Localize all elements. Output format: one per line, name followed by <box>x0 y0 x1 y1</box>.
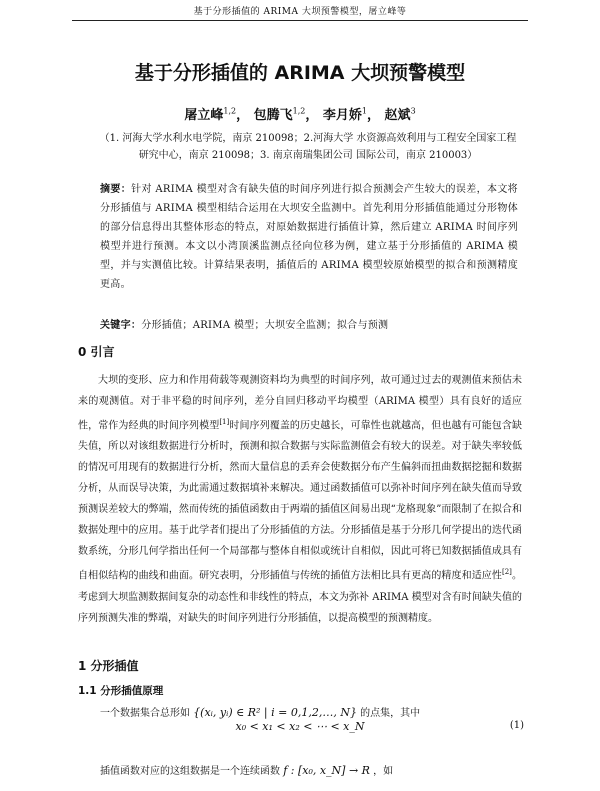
intro-body <box>78 370 522 629</box>
keywords-label: 关键字： <box>100 320 142 331</box>
point-set-math: {(xᵢ, yᵢ) ∈ R² | i = 0,1,2,…, N} <box>193 706 357 719</box>
author-name: 屠立峰 <box>184 108 224 123</box>
paragraph-text: 大坝的变形、应力和作用荷载等观测资料均为典型的时间序列，故可通过过去的观测值来预估未来的观测值。对于非平稳的时间序列，差分自回归移动平均模型（ARIMA 模型）具有良好的适应性，常作为经典的时间序列模型 <box>78 375 522 432</box>
equation-1: x₀ < x₁ < x₂ < ⋯ < x_N <box>235 720 365 733</box>
function-math: f : [x₀, x_N] → R <box>283 764 370 777</box>
author-name: 赵斌 <box>384 108 411 123</box>
formula-intro-after: 的点集，其中 <box>360 708 421 719</box>
keywords <box>100 316 518 331</box>
author-sup: 1,2 <box>292 106 306 116</box>
abstract-text: 针对 ARIMA 模型对含有缺失值的时间序列进行拟合预测会产生较大的误差，本文将分形插值与 ARIMA 模型相结合运用在大坝安全监测中。首先利用分形插值能通过分形物体的部分信息得出其整体形态的特点，对原始数据进行插值计算，然后建立 ARIMA 时间序列模型并进行预测。本文以小湾顶溪监测点径向位移为例，建立基于分形插值的 ARIMA 模型，并与实测值比较。计算结果表明，插值后的 ARIMA 模型较原始模型的拟合和预测精度更高。 <box>100 184 518 290</box>
author-name: 李月娇 <box>322 108 362 123</box>
paper-title: 基于分形插值的 ARIMA 大坝预警模型 <box>134 62 466 84</box>
author-sup: 1 <box>361 106 368 116</box>
header-rule <box>72 20 528 21</box>
final-line-text: 插值函数对应的这组数据是一个连续函数 <box>100 766 280 777</box>
equation-number: (1) <box>509 720 524 731</box>
running-header: 基于分形插值的 ARIMA 大坝预警模型，屠立峰等 <box>193 7 407 17</box>
final-line-after: ，如 <box>373 766 394 777</box>
author-sup: 1,2 <box>223 106 237 116</box>
subsection-heading: 1.1 分形插值原理 <box>78 685 164 697</box>
affiliations: （1. 河海大学水利水电学院，南京 210098；2.河海大学 水资源高效利用与工程安全国家工程研究中心，南京 210098；3. 南京南瑞集团公司 国际公司，南京 210003） <box>99 133 517 161</box>
citation: [1] <box>219 418 230 426</box>
abstract-label: 摘要： <box>100 184 132 195</box>
section-heading-fractal: 1 分形插值 <box>78 659 139 673</box>
final-line <box>100 762 393 777</box>
paragraph-text: 。考虑到大坝监测数据间复杂的动态性和非线性的特点，本文为弥补 ARIMA 模型对含有时间缺失值的序列预测失准的弊端，对缺失的时间序列进行分形插值，以提高模型的预测精度。 <box>78 570 523 624</box>
author-list: 屠立峰$^{1,2}$， 包腾飞$^{1,2}$， 李月娇$^1$， 赵斌$^3$ <box>184 106 416 123</box>
formula-intro-text: 一个数据集合总形如 <box>100 708 190 719</box>
citation: [2] <box>501 568 512 577</box>
formula-intro <box>100 704 420 719</box>
abstract <box>100 180 518 294</box>
section-heading-intro: 0 引言 <box>78 345 115 359</box>
author-name: 包腾飞 <box>253 108 293 123</box>
keywords-text: 分形插值；ARIMA 模型；大坝安全监测；拟合与预测 <box>141 320 389 331</box>
author-sup: 3 <box>410 106 416 116</box>
paragraph-text: 时间序列覆盖的历史越长，可靠性也就越高，但也越有可能包含缺失值，所以对该组数据进行分析时，预测和拟合数据与实际监测值会有较大的误差。对于缺失率较低的情况可用现有的数据进行分析，然而大量信息的丢弃会使数据分布产生偏斜而扭曲数据挖掘和数据分析，从而误导决策，为此需通过数据填补来解决。通过函数插值可以弥补时间序列在缺失值而导致预测误差较大的弊端，然而传统的插值函数由于两端的插值区间易出现“龙格现象”而限制了在拟合和数据处理中的应用。基于此学者们提出了分形插值的方法。分形插值是基于分形几何学提出的迭代函数系统，分形几何学指出任何一个局部都与整体自相似或统计自相似，因此可将已知数据插值成具有自相似结构的曲线和曲面。研究表明，分形插值与传统的插值方法相比具有更高的精度和适应性 <box>78 420 522 582</box>
paragraph <box>78 370 522 629</box>
